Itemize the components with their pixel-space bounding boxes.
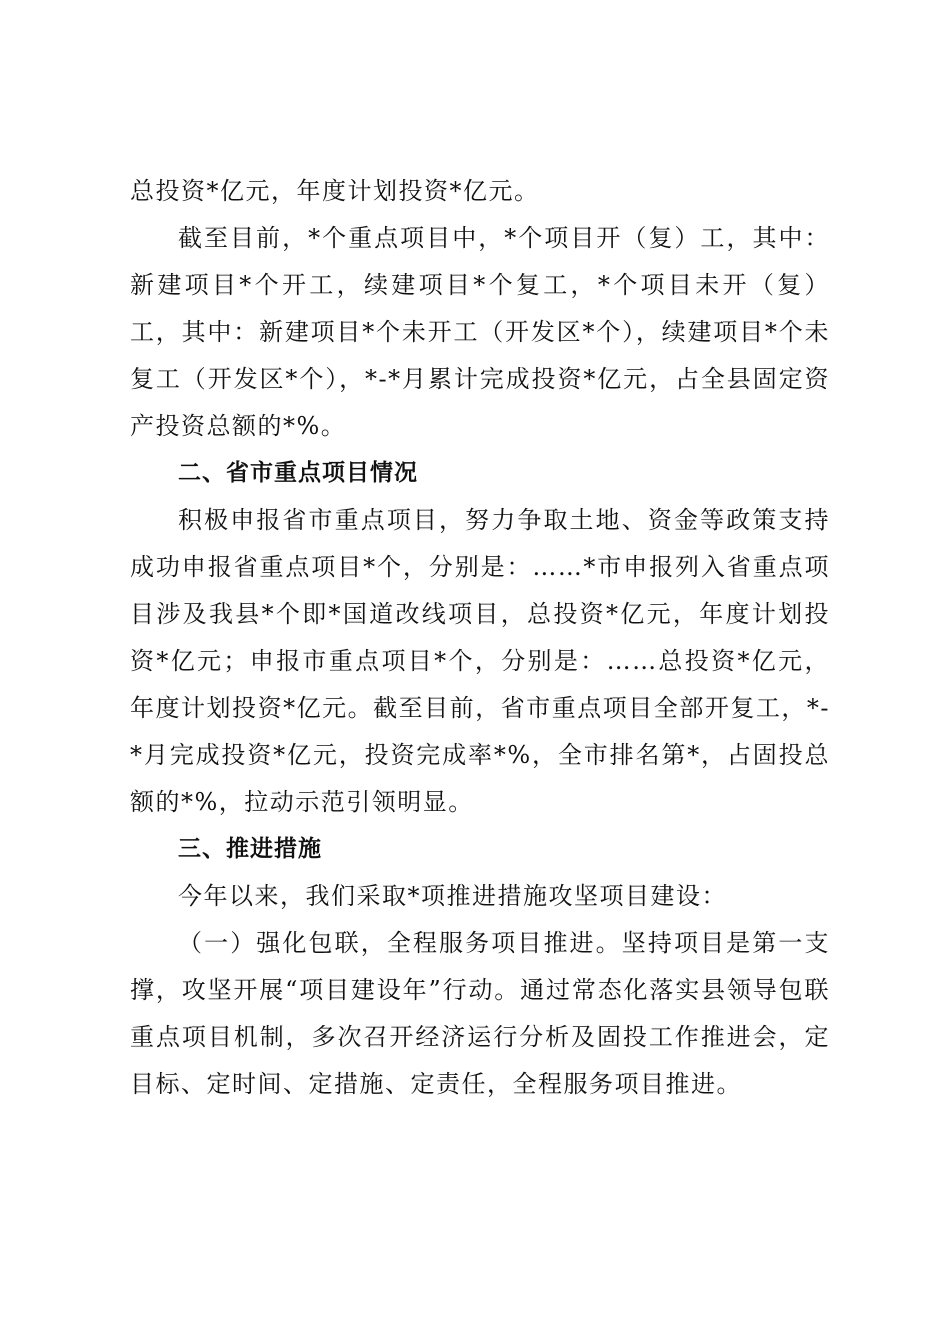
paragraph-investment-total: 总投资*亿元，年度计划投资*亿元。	[130, 177, 540, 205]
paragraph-project-status: 截至目前，*个重点项目中，*个项目开（复）工，其中：新建项目*个开工，续建项目*个复工，*个项目未开（复）工，其中：新建项目*个未开工（开发区*个），续建项目*个未复工（开发区*个），*-*月累计完成投资*亿元，占全县固定资产投资总额的*%。	[130, 224, 830, 440]
paragraph-measures-intro: 今年以来，我们采取*项推进措施攻坚项目建设：	[178, 882, 727, 910]
paragraph-measure-one: （一）强化包联，全程服务项目推进。坚持项目是第一支撑，攻坚开展“项目建设年”行动。通过常态化落实县领导包联重点项目机制，多次召开经济运行分析及固投工作推进会，定目标、定时间、定措施、定责任，全程服务项目推进。	[130, 929, 830, 1098]
section-heading-provincial-projects: 二、省市重点项目情况	[178, 460, 418, 486]
paragraph-provincial-projects: 积极申报省市重点项目，努力争取土地、资金等政策支持成功申报省重点项目*个，分别是：……*市申报列入省重点项目涉及我县*个即*国道改线项目，总投资*亿元，年度计划投资*亿元；申报市重点项目*个，分别是：……总投资*亿元，年度计划投资*亿元。截至目前，省市重点项目全部开复工，*-*月完成投资*亿元，投资完成率*%，全市排名第*，占固投总额的*%，拉动示范引领明显。	[130, 506, 830, 816]
document-body	[130, 168, 830, 1108]
section-heading-measures: 三、推进措施	[178, 836, 322, 862]
